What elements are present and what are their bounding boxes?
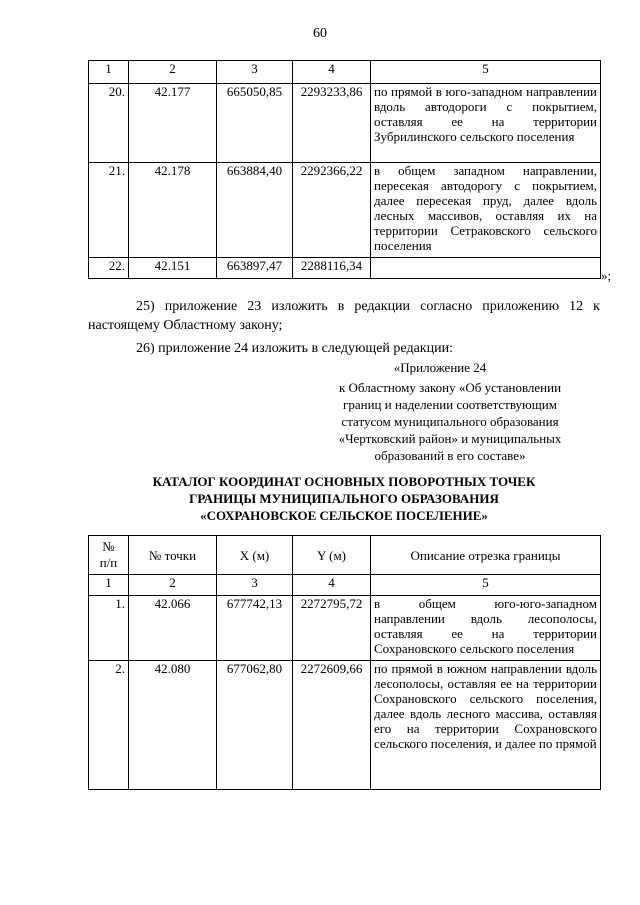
table-number-row [89, 575, 601, 596]
appendix-line: статусом муниципального образования [341, 414, 559, 429]
paragraph-25: 25) приложение 23 изложить в редакции согласно приложению 12 к настоящему Областному закону; [88, 299, 600, 333]
row-number: 22. [89, 258, 129, 279]
segment-description: в общем юго-юго-западном направлении вдоль лесополосы, оставляя ее на территории Сохрановского сельского поселения [371, 596, 601, 661]
x-coordinate: 663897,47 [217, 258, 293, 279]
column-number: 3 [217, 575, 293, 596]
header-number-sign: № [102, 539, 115, 554]
closing-quote: »; [601, 268, 612, 283]
column-number: 2 [129, 575, 217, 596]
row-number: 21. [89, 163, 129, 258]
appendix-caption [300, 379, 600, 464]
column-number: 1 [89, 61, 129, 84]
catalog-title-line: КАТАЛОГ КООРДИНАТ ОСНОВНЫХ ПОВОРОТНЫХ ТОЧЕК [152, 474, 536, 489]
x-coordinate: 677742,13 [217, 596, 293, 661]
table-header-row [89, 536, 601, 575]
catalog-title-line: ГРАНИЦЫ МУНИЦИПАЛЬНОГО ОБРАЗОВАНИЯ [189, 491, 499, 506]
x-coordinate: 663884,40 [217, 163, 293, 258]
y-coordinate: 2292366,22 [293, 163, 371, 258]
table-row [89, 163, 601, 258]
y-coordinate: 2288116,34 [293, 258, 371, 279]
segment-description: по прямой в южном направлении вдоль лесополосы, оставляя ее на территории Сохрановского сельского поселения, далее вдоль лесного массива, оставляя его на территории Сохрановского сельского поселения, и далее по прямой [371, 661, 601, 790]
table-row [89, 84, 601, 163]
header-y: Y (м) [293, 536, 371, 575]
y-coordinate: 2293233,86 [293, 84, 371, 163]
y-coordinate: 2272609,66 [293, 661, 371, 790]
appendix-line: «Чертковский район» и муниципальных [338, 431, 562, 446]
y-coordinate: 2272795,72 [293, 596, 371, 661]
appendix-title: «Приложение 24 [393, 360, 487, 375]
coordinates-catalog-table [88, 535, 601, 790]
row-number: 1. [89, 596, 129, 661]
row-number: 20. [89, 84, 129, 163]
table-row [89, 596, 601, 661]
table-number-row [89, 61, 601, 84]
appendix-line: образований в его составе» [374, 448, 526, 463]
point-number: 42.080 [129, 661, 217, 790]
x-coordinate: 677062,80 [217, 661, 293, 790]
header-pp: п/п [99, 555, 118, 570]
header-point-number: № точки [129, 536, 217, 575]
table-row [89, 661, 601, 790]
header-x: X (м) [217, 536, 293, 575]
page-number: 60 [313, 26, 327, 41]
header-row-number [89, 536, 129, 575]
x-coordinate: 665050,85 [217, 84, 293, 163]
point-number: 42.151 [129, 258, 217, 279]
paragraph-26: 26) приложение 24 изложить в следующей редакции: [136, 341, 453, 356]
point-number: 42.066 [129, 596, 217, 661]
column-number: 1 [89, 575, 129, 596]
appendix-line: границ и наделении соответствующим [343, 397, 557, 412]
appendix-line: к Областному закону «Об установлении [338, 380, 562, 395]
column-number: 2 [129, 61, 217, 84]
coordinates-table-continued [88, 60, 601, 279]
segment-description [371, 258, 601, 279]
column-number: 4 [293, 575, 371, 596]
table-row [89, 258, 601, 279]
point-number: 42.178 [129, 163, 217, 258]
column-number: 5 [371, 61, 601, 84]
catalog-title [88, 473, 600, 524]
point-number: 42.177 [129, 84, 217, 163]
row-number: 2. [89, 661, 129, 790]
segment-description: по прямой в юго-западном направлении вдоль автодороги с покрытием, оставляя ее на территории Зубрилинского сельского поселения [371, 84, 601, 163]
column-number: 3 [217, 61, 293, 84]
header-description: Описание отрезка границы [371, 536, 601, 575]
catalog-title-line: «СОХРАНОВСКОЕ СЕЛЬСКОЕ ПОСЕЛЕНИЕ» [200, 508, 488, 523]
segment-description: в общем западном направлении, пересекая автодорогу с покрытием, далее пересекая пруд, далее вдоль лесных массивов, оставляя их на территории Сетраковского сельского поселения [371, 163, 601, 258]
column-number: 4 [293, 61, 371, 84]
column-number: 5 [371, 575, 601, 596]
